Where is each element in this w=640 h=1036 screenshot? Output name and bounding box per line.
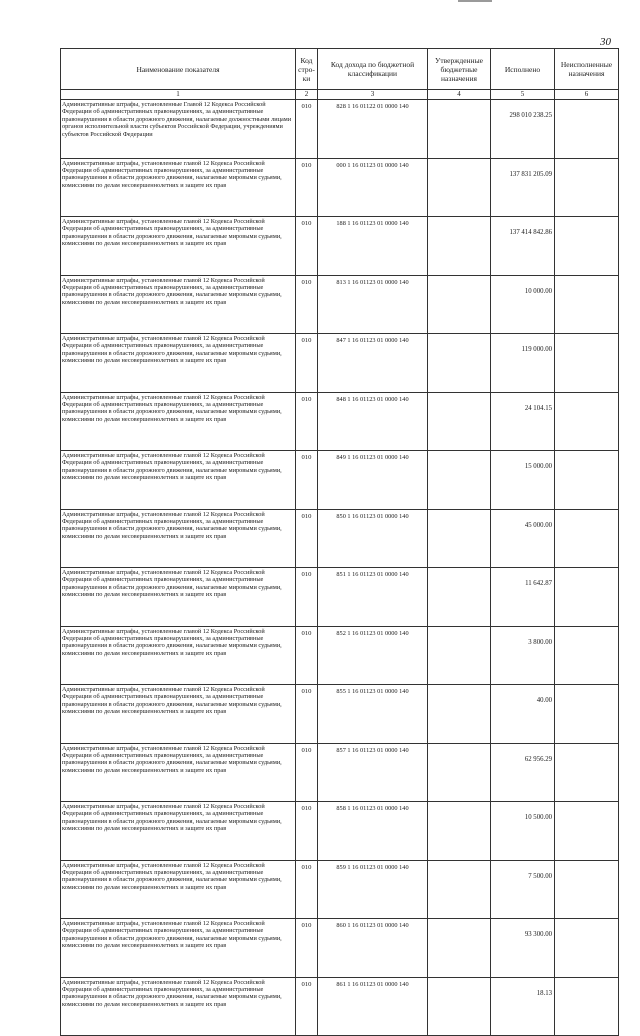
table-row: [61, 626, 619, 685]
row-executed-cell: 45 000.00: [491, 509, 555, 568]
row-name-cell: Административные штрафы, установленные главой 12 Кодекса Российской Федерации об административных правонарушениях, за административные правонарушения в области дорожного движения, налагаемые мировыми судьями, комиссиями по делам несовершеннолетних и защите их прав: [61, 743, 296, 802]
row-line-code-cell: 010: [296, 977, 318, 1036]
row-approved-cell: [428, 509, 491, 568]
row-income-code-cell: 861 1 16 01123 01 0000 140: [318, 977, 428, 1036]
row-line-code-cell: 010: [296, 334, 318, 393]
row-income-code-cell: 849 1 16 01123 01 0000 140: [318, 451, 428, 510]
table-row: [61, 568, 619, 627]
row-income-code-cell: 857 1 16 01123 01 0000 140: [318, 743, 428, 802]
row-name-cell: Административные штрафы, установленные главой 12 Кодекса Российской Федерации об административных правонарушениях, за административные правонарушения в области дорожного движения, налагаемые мировыми судьями, комиссиями по делам несовершеннолетних и защите их прав: [61, 977, 296, 1036]
row-name-cell: Административные штрафы, установленные главой 12 Кодекса Российской Федерации об административных правонарушениях, за административные правонарушения в области дорожного движения, налагаемые мировыми судьями, комиссиями по делам несовершеннолетних и защите их прав: [61, 685, 296, 744]
row-income-code-cell: 847 1 16 01123 01 0000 140: [318, 334, 428, 393]
row-line-code-cell: 010: [296, 509, 318, 568]
column-number: 6: [555, 90, 619, 100]
row-approved-cell: [428, 568, 491, 627]
row-line-code-cell: 010: [296, 392, 318, 451]
table-row: [61, 217, 619, 276]
budget-income-table: [60, 48, 619, 1036]
row-approved-cell: [428, 392, 491, 451]
table-row: [61, 158, 619, 217]
row-approved-cell: [428, 334, 491, 393]
header-executed: Исполнено: [491, 49, 555, 90]
header-income-code: Код дохода по бюджетной классификации: [318, 49, 428, 90]
table-row: [61, 977, 619, 1036]
table-row: [61, 100, 619, 159]
column-number: 3: [318, 90, 428, 100]
row-name-cell: Административные штрафы, установленные главой 12 Кодекса Российской Федерации об административных правонарушениях, за административные правонарушения в области дорожного движения, налагаемые мировыми судьями, комиссиями по делам несовершеннолетних и защите их прав: [61, 275, 296, 334]
row-approved-cell: [428, 977, 491, 1036]
row-income-code-cell: 188 1 16 01123 01 0000 140: [318, 217, 428, 276]
row-line-code-cell: 010: [296, 626, 318, 685]
row-executed-cell: 10 000.00: [491, 275, 555, 334]
table-row: [61, 275, 619, 334]
row-unexecuted-cell: [555, 685, 619, 744]
row-line-code-cell: 010: [296, 919, 318, 978]
row-approved-cell: [428, 275, 491, 334]
row-unexecuted-cell: [555, 860, 619, 919]
table-row: [61, 334, 619, 393]
table-row: [61, 919, 619, 978]
row-unexecuted-cell: [555, 802, 619, 861]
row-name-cell: Административные штрафы, установленные главой 12 Кодекса Российской Федерации об административных правонарушениях, за административные правонарушения в области дорожного движения, налагаемые мировыми судьями, комиссиями по делам несовершеннолетних и защите их прав: [61, 919, 296, 978]
row-unexecuted-cell: [555, 568, 619, 627]
row-unexecuted-cell: [555, 509, 619, 568]
table-row: [61, 802, 619, 861]
row-executed-cell: 119 000.00: [491, 334, 555, 393]
row-executed-cell: 137 414 842.86: [491, 217, 555, 276]
row-name-cell: Административные штрафы, установленные главой 12 Кодекса Российской Федерации об административных правонарушениях, за административные правонарушения в области дорожного движения, налагаемые мировыми судьями, комиссиями по делам несовершеннолетних и защите их прав: [61, 568, 296, 627]
row-income-code-cell: 000 1 16 01123 01 0000 140: [318, 158, 428, 217]
row-executed-cell: 298 010 238.25: [491, 100, 555, 159]
row-unexecuted-cell: [555, 217, 619, 276]
row-name-cell: Административные штрафы, установленные главой 12 Кодекса Российской Федерации об административных правонарушениях, за административные правонарушения в области дорожного движения, налагаемые мировыми судьями, комиссиями по делам несовершеннолетних и защите их прав: [61, 509, 296, 568]
row-line-code-cell: 010: [296, 158, 318, 217]
row-approved-cell: [428, 919, 491, 978]
row-income-code-cell: 852 1 16 01123 01 0000 140: [318, 626, 428, 685]
row-line-code-cell: 010: [296, 860, 318, 919]
row-unexecuted-cell: [555, 919, 619, 978]
row-name-cell: Административные штрафы, установленные главой 12 Кодекса Российской Федерации об административных правонарушениях, за административные правонарушения в области дорожного движения, налагаемые мировыми судьями, комиссиями по делам несовершеннолетних и защите их прав: [61, 626, 296, 685]
row-executed-cell: 18.13: [491, 977, 555, 1036]
row-income-code-cell: 860 1 16 01123 01 0000 140: [318, 919, 428, 978]
row-unexecuted-cell: [555, 451, 619, 510]
row-approved-cell: [428, 860, 491, 919]
column-number: 2: [296, 90, 318, 100]
row-approved-cell: [428, 743, 491, 802]
row-unexecuted-cell: [555, 158, 619, 217]
row-income-code-cell: 850 1 16 01123 01 0000 140: [318, 509, 428, 568]
row-line-code-cell: 010: [296, 100, 318, 159]
row-unexecuted-cell: [555, 100, 619, 159]
row-line-code-cell: 010: [296, 217, 318, 276]
row-unexecuted-cell: [555, 977, 619, 1036]
row-name-cell: Административные штрафы, установленные главой 12 Кодекса Российской Федерации об административных правонарушениях, за административные правонарушения в области дорожного движения, налагаемые мировыми судьями, комиссиями по делам несовершеннолетних и защите их прав: [61, 802, 296, 861]
row-executed-cell: 137 831 205.09: [491, 158, 555, 217]
row-approved-cell: [428, 100, 491, 159]
row-approved-cell: [428, 685, 491, 744]
row-line-code-cell: 010: [296, 568, 318, 627]
row-line-code-cell: 010: [296, 451, 318, 510]
row-executed-cell: 15 000.00: [491, 451, 555, 510]
row-executed-cell: 40.00: [491, 685, 555, 744]
header-name: Наименование показателя: [61, 49, 296, 90]
header-unexecuted: Неисполненные назначения: [555, 49, 619, 90]
table-row: [61, 509, 619, 568]
page-number: 30: [600, 36, 611, 48]
table-header-row: [61, 49, 619, 90]
row-income-code-cell: 851 1 16 01123 01 0000 140: [318, 568, 428, 627]
table-row: [61, 392, 619, 451]
row-name-cell: Административные штрафы, установленные Главой 12 Кодекса Российской Федерации об административных правонарушениях, за административные правонарушения в области дорожного движения, налагаемые должностными лицами органов исполнительной власти субъектов Российской Федерации, учреждениями субъектов Российской Федерации: [61, 100, 296, 159]
row-name-cell: Административные штрафы, установленные главой 12 Кодекса Российской Федерации об административных правонарушениях, за административные правонарушения в области дорожного движения, налагаемые мировыми судьями, комиссиями по делам несовершеннолетних и защите их прав: [61, 158, 296, 217]
scan-top-mark: [458, 0, 492, 2]
table-row: [61, 743, 619, 802]
column-number-row: [61, 90, 619, 100]
row-unexecuted-cell: [555, 626, 619, 685]
header-line-code: Код стро-ки: [296, 49, 318, 90]
row-name-cell: Административные штрафы, установленные главой 12 Кодекса Российской Федерации об административных правонарушениях, за административные правонарушения в области дорожного движения, налагаемые мировыми судьями, комиссиями по делам несовершеннолетних и защите их прав: [61, 217, 296, 276]
row-income-code-cell: 859 1 16 01123 01 0000 140: [318, 860, 428, 919]
row-unexecuted-cell: [555, 275, 619, 334]
table-row: [61, 860, 619, 919]
row-unexecuted-cell: [555, 743, 619, 802]
row-line-code-cell: 010: [296, 802, 318, 861]
row-income-code-cell: 813 1 16 01123 01 0000 140: [318, 275, 428, 334]
row-unexecuted-cell: [555, 392, 619, 451]
row-income-code-cell: 848 1 16 01123 01 0000 140: [318, 392, 428, 451]
row-approved-cell: [428, 158, 491, 217]
row-income-code-cell: 855 1 16 01123 01 0000 140: [318, 685, 428, 744]
column-number: 4: [428, 90, 491, 100]
table-row: [61, 685, 619, 744]
column-number: 1: [61, 90, 296, 100]
row-approved-cell: [428, 217, 491, 276]
table-row: [61, 451, 619, 510]
row-income-code-cell: 828 1 16 01122 01 0000 140: [318, 100, 428, 159]
row-executed-cell: 3 800.00: [491, 626, 555, 685]
row-line-code-cell: 010: [296, 743, 318, 802]
row-executed-cell: 10 500.00: [491, 802, 555, 861]
row-income-code-cell: 858 1 16 01123 01 0000 140: [318, 802, 428, 861]
row-executed-cell: 7 500.00: [491, 860, 555, 919]
table-body: [61, 100, 619, 1036]
row-approved-cell: [428, 802, 491, 861]
row-name-cell: Административные штрафы, установленные главой 12 Кодекса Российской Федерации об административных правонарушениях, за административные правонарушения в области дорожного движения, налагаемые мировыми судьями, комиссиями по делам несовершеннолетних и защите их прав: [61, 334, 296, 393]
row-executed-cell: 24 104.15: [491, 392, 555, 451]
row-name-cell: Административные штрафы, установленные главой 12 Кодекса Российской Федерации об административных правонарушениях, за административные правонарушения в области дорожного движения, налагаемые мировыми судьями, комиссиями по делам несовершеннолетних и защите их прав: [61, 860, 296, 919]
row-unexecuted-cell: [555, 334, 619, 393]
row-line-code-cell: 010: [296, 685, 318, 744]
row-approved-cell: [428, 626, 491, 685]
row-line-code-cell: 010: [296, 275, 318, 334]
row-name-cell: Административные штрафы, установленные главой 12 Кодекса Российской Федерации об административных правонарушениях, за административные правонарушения в области дорожного движения, налагаемые мировыми судьями, комиссиями по делам несовершеннолетних и защите их прав: [61, 451, 296, 510]
column-number: 5: [491, 90, 555, 100]
row-executed-cell: 11 642.87: [491, 568, 555, 627]
header-approved: Утвержденные бюджетные назначения: [428, 49, 491, 90]
row-name-cell: Административные штрафы, установленные главой 12 Кодекса Российской Федерации об административных правонарушениях, за административные правонарушения в области дорожного движения, налагаемые мировыми судьями, комиссиями по делам несовершеннолетних и защите их прав: [61, 392, 296, 451]
row-executed-cell: 93 300.00: [491, 919, 555, 978]
row-executed-cell: 62 956.29: [491, 743, 555, 802]
row-approved-cell: [428, 451, 491, 510]
